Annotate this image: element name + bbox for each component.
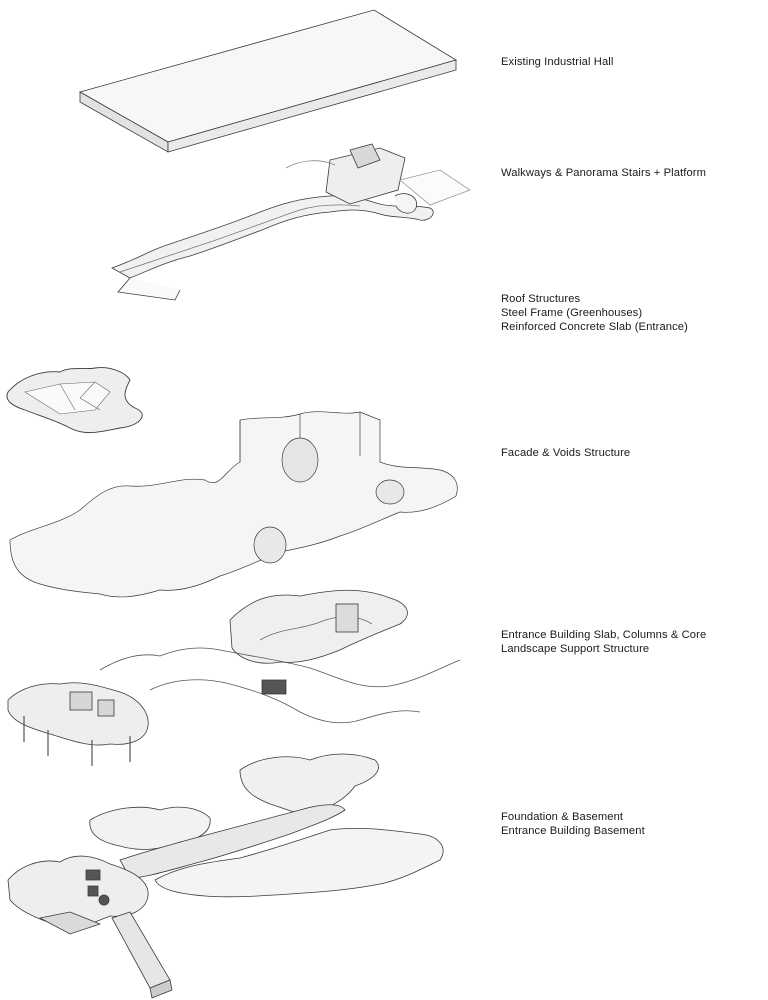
label-line: Roof Structures <box>501 293 581 305</box>
label-industrial-hall <box>501 55 613 69</box>
layer-walkways <box>112 144 470 300</box>
layer-slab-columns <box>8 590 460 766</box>
label-roof-structures <box>501 292 688 334</box>
label-line: Steel Frame (Greenhouses) <box>501 307 643 319</box>
label-line: Landscape Support Structure <box>501 643 650 655</box>
layer-roof-structures <box>7 368 142 433</box>
label-facade-voids <box>501 446 630 460</box>
label-line: Walkways & Panorama Stairs + Platform <box>501 167 707 179</box>
label-line: Existing Industrial Hall <box>501 56 614 68</box>
label-foundation <box>501 810 645 838</box>
label-line: Foundation & Basement <box>501 811 624 823</box>
layer-industrial-hall <box>80 10 456 152</box>
label-line: Reinforced Concrete Slab (Entrance) <box>501 321 688 333</box>
layer-facade-voids <box>10 412 457 597</box>
layer-foundation <box>8 754 443 998</box>
label-walkways <box>501 166 706 180</box>
label-line: Entrance Building Slab, Columns & Core <box>501 629 707 641</box>
label-line: Entrance Building Basement <box>501 825 645 837</box>
label-line: Facade & Voids Structure <box>501 447 631 459</box>
label-slab-columns <box>501 628 706 656</box>
